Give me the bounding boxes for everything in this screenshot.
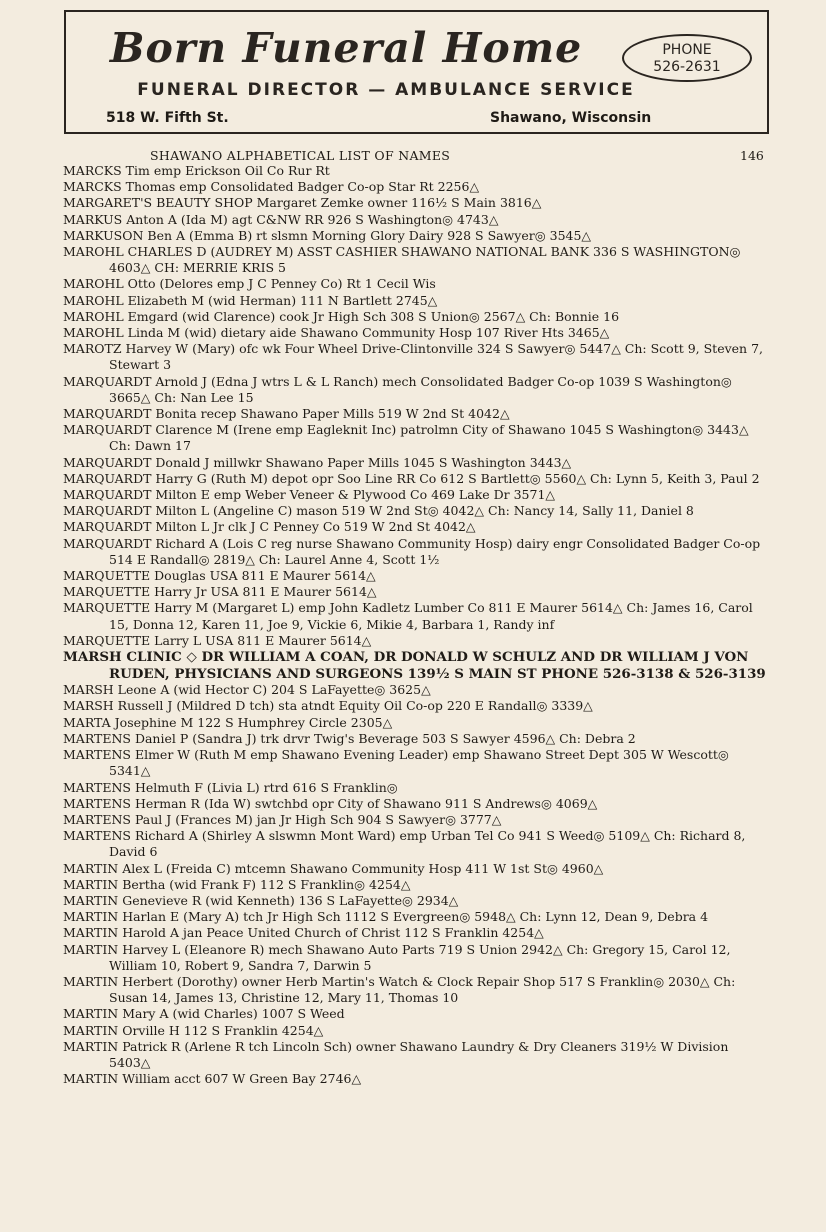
directory-listing [63,163,771,1087]
directory-entry: MARTIN Harvey L (Eleanore R) mech Shawano Auto Parts 719 S Union 2942△ Ch: Gregory 15, Carol 12, William 10, Robert 9, Sandra 7, Darwin 5 [63,941,731,973]
directory-entry: MARTENS Richard A (Shirley A slswmn Mont Ward) emp Urban Tel Co 941 S Weed◎ 5109△ Ch: Richard 8, David 6 [63,828,746,860]
directory-entry: MARQUARDT Donald J millwkr Shawano Paper Mills 1045 S Washington 3443△ [63,454,572,470]
directory-entry: MARTENS Herman R (Ida W) swtchbd opr City of Shawano 911 S Andrews◎ 4069△ [63,795,598,811]
directory-entry: MAROHL CHARLES D (AUDREY M) ASST CASHIER SHAWANO NATIONAL BANK 336 S WASHINGTON◎ 4603△ CH: MERRIE KRIS 5 [63,244,741,276]
directory-entry: MAROTZ Harvey W (Mary) ofc wk Four Wheel Drive-Clintonville 324 S Sawyer◎ 5447△ Ch: Scott 9, Steven 7, Stewart 3 [63,341,764,373]
directory-entry: MARGARET'S BEAUTY SHOP Margaret Zemke owner 116½ S Main 3816△ [63,195,542,211]
ad-title: Born Funeral Home [109,24,583,72]
directory-entry: MAROHL Elizabeth M (wid Herman) 111 N Bartlett 2745△ [63,292,438,308]
directory-entry: MARTIN Mary A (wid Charles) 1007 S Weed [63,1006,345,1022]
page-number: 146 [740,148,764,163]
directory-entry: MARTENS Elmer W (Ruth M emp Shawano Evening Leader) emp Shawano Street Dept 305 W Wescott◎ 5341△ [63,747,729,779]
directory-entry: MARQUETTE Harry M (Margaret L) emp John Kadletz Lumber Co 811 E Maurer 5614△ Ch: James 16, Carol 15, Donna 12, Karen 11, Joe 9, Vickie 6, Mikie 4, Barbara 1, Randy inf [63,600,753,632]
directory-entry: MARQUARDT Richard A (Lois C reg nurse Shawano Community Hosp) dairy engr Consolidated Badger Co-op 514 E Randall◎ 2819△ Ch: Laurel Anne 4, Scott 1½ [63,535,761,567]
directory-entry: MARQUARDT Arnold J (Edna J wtrs L & L Ranch) mech Consolidated Badger Co-op 1039 S Washington◎ 3665△ Ch: Nan Lee 15 [63,373,732,405]
directory-entry: MARTIN Orville H 112 S Franklin 4254△ [63,1022,324,1038]
directory-entry: MARKUS Anton A (Ida M) agt C&NW RR 926 S Washington◎ 4743△ [63,211,499,227]
directory-entry: MARTENS Daniel P (Sandra J) trk drvr Twig's Beverage 503 S Sawyer 4596△ Ch: Debra 2 [63,730,636,746]
phone-label: PHONE [662,42,712,58]
directory-entry: MARTIN Herbert (Dorothy) owner Herb Martin's Watch & Clock Repair Shop 517 S Franklin◎ 2030△ Ch: Susan 14, James 13, Christine 12, Mary 11, Thomas 10 [63,973,736,1006]
directory-entry: MARKUSON Ben A (Emma B) rt slsmn Morning Glory Dairy 928 S Sawyer◎ 3545△ [63,227,592,243]
directory-entry: MAROHL Linda M (wid) dietary aide Shawano Community Hosp 107 River Hts 3465△ [63,325,610,341]
phone-badge [622,34,752,82]
directory-entry: MARQUARDT Clarence M (Irene emp Eagleknit Inc) patrolmn City of Shawano 1045 S Washington◎ 3443△ Ch: Dawn 17 [63,422,749,454]
directory-entry: MARTIN Harold A jan Peace United Church of Christ 112 S Franklin 4254△ [63,925,544,941]
directory-entry: MARTENS Paul J (Frances M) jan Jr High Sch 904 S Sawyer◎ 3777△ [63,811,502,827]
clinic-display-entry: MARSH CLINIC ◇ DR WILLIAM A COAN, DR DONALD W SCHULZ AND DR WILLIAM J VON RUDEN, PHYSICIANS AND SURGEONS 139½ S MAIN ST PHONE 526-3138 & 526-3139 [63,649,766,682]
directory-entry: MARTIN Harlan E (Mary A) tch Jr High Sch 1112 S Evergreen◎ 5948△ Ch: Lynn 12, Dean 9, Debra 4 [63,909,709,925]
directory-entry: MARQUARDT Milton L Jr clk J C Penney Co 519 W 2nd St 4042△ [63,519,476,535]
ad-city: Shawano, Wisconsin [490,110,652,126]
ad-subtitle: FUNERAL DIRECTOR — AMBULANCE SERVICE [137,80,635,100]
directory-entry: MARSH Russell J (Mildred D tch) sta atndt Equity Oil Co-op 220 E Randall◎ 3339△ [63,698,593,714]
directory-entry: MARQUARDT Bonita recep Shawano Paper Mills 519 W 2nd St 4042△ [63,406,510,422]
directory-entry: MARTIN Patrick R (Arlene R tch Lincoln Sch) owner Shawano Laundry & Dry Cleaners 319½ W Division 5403△ [63,1038,729,1070]
directory-entry: MARSH Leone A (wid Hector C) 204 S LaFayette◎ 3625△ [63,682,431,698]
directory-entry: MARQUARDT Harry G (Ruth M) depot opr Soo Line RR Co 612 S Bartlett◎ 5560△ Ch: Lynn 5, Keith 3, Paul 2 [63,470,760,486]
directory-entry: MARTA Josephine M 122 S Humphrey Circle 2305△ [63,714,393,730]
funeral-home-advertisement [64,10,769,134]
directory-entry: MARCKS Tim emp Erickson Oil Co Rur Rt [63,163,330,178]
directory-entry: MARTENS Helmuth F (Livia L) rtrd 616 S Franklin◎ [63,779,398,795]
directory-entry: MAROHL Otto (Delores emp J C Penney Co) Rt 1 Cecil Wis [63,276,436,292]
directory-entry: MARTIN Genevieve R (wid Kenneth) 136 S LaFayette◎ 2934△ [63,892,459,908]
list-title: SHAWANO ALPHABETICAL LIST OF NAMES [150,148,451,163]
directory-entry: MARQUARDT Milton E emp Weber Veneer & Plywood Co 469 Lake Dr 3571△ [63,487,556,503]
directory-entry: MARQUETTE Larry L USA 811 E Maurer 5614△ [63,632,372,648]
directory-entry: MARTIN William acct 607 W Green Bay 2746△ [63,1071,362,1087]
phone-number: 526-2631 [653,59,721,75]
directory-entry: MARCKS Thomas emp Consolidated Badger Co-op Star Rt 2256△ [63,179,480,195]
directory-entry: MARTIN Bertha (wid Frank F) 112 S Franklin◎ 4254△ [63,876,411,892]
directory-entry: MARQUARDT Milton L (Angeline C) mason 519 W 2nd St◎ 4042△ Ch: Nancy 14, Sally 11, Daniel 8 [63,503,694,519]
ad-address: 518 W. Fifth St. [106,110,229,126]
directory-entry: MAROHL Emgard (wid Clarence) cook Jr High Sch 308 S Union◎ 2567△ Ch: Bonnie 16 [63,308,620,324]
directory-entry: MARTIN Alex L (Freida C) mtcemn Shawano Community Hosp 411 W 1st St◎ 4960△ [63,860,604,876]
directory-entry: MARQUETTE Douglas USA 811 E Maurer 5614△ [63,568,376,584]
directory-entry: MARQUETTE Harry Jr USA 811 E Maurer 5614△ [63,584,377,600]
